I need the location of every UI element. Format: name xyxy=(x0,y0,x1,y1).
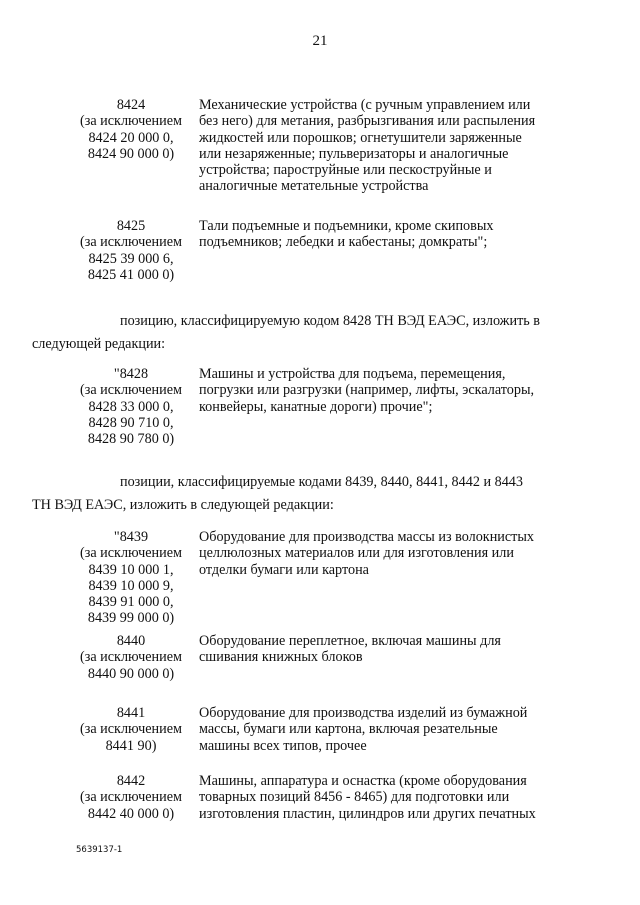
document-id-code: 5639137-1 xyxy=(76,845,123,855)
description-line: массы, бумаги или картона, включая резательные xyxy=(199,721,498,738)
description-line: устройства; пароструйные или пескоструйные и xyxy=(199,162,492,179)
description-line: целлюлозных материалов или для изготовления или xyxy=(199,545,514,562)
paragraph-line: ТН ВЭД ЕАЭС, изложить в следующей редакции: xyxy=(32,497,334,513)
code-line: 8441 xyxy=(116,705,146,721)
description-line: изготовления пластин, цилиндров или других печатных xyxy=(199,805,536,822)
code-cell-8441 xyxy=(64,705,198,754)
code-cell-8442 xyxy=(64,773,198,822)
code-line: 8440 xyxy=(116,633,146,649)
code-line: (за исключением xyxy=(80,789,182,806)
code-line: (за исключением xyxy=(80,113,182,130)
code-cell-8439 xyxy=(64,529,198,627)
description-line: без него) для метания, разбрызгивания или распыления xyxy=(199,113,536,130)
code-line: 8439 91 000 0, xyxy=(88,594,174,611)
code-cell-8428 xyxy=(64,366,198,447)
code-line: 8442 xyxy=(116,773,146,789)
description-line: машины всех типов, прочее xyxy=(199,737,367,754)
description-line: Оборудование для производства массы из волокнистых xyxy=(199,529,534,545)
description-line: погрузки или разгрузки (например, лифты, эскалаторы, xyxy=(199,382,535,399)
description-line: товарных позиций 8456 - 8465) для подготовки или xyxy=(199,789,510,806)
description-line: Оборудование переплетное, включая машины для xyxy=(199,633,501,649)
code-line: (за исключением xyxy=(80,721,182,738)
code-line: 8440 90 000 0) xyxy=(87,665,175,682)
code-line: 8439 10 000 1, xyxy=(88,561,174,578)
code-cell-8425 xyxy=(64,218,198,283)
code-line: 8424 90 000 0) xyxy=(87,145,175,162)
code-line: 8439 10 000 9, xyxy=(88,577,174,594)
description-cell-8440 xyxy=(199,633,571,666)
description-line: отделки бумаги или картона xyxy=(199,561,369,578)
description-cell-8424 xyxy=(199,97,571,195)
description-cell-8439 xyxy=(199,529,571,578)
code-line: 8424 xyxy=(116,97,146,113)
code-cell-8424 xyxy=(64,97,198,162)
code-line: 8442 40 000 0) xyxy=(87,805,175,822)
code-line: (за исключением xyxy=(80,545,182,562)
description-line: жидкостей или порошков; огнетушители заряженные xyxy=(199,129,522,146)
description-cell-8428 xyxy=(199,366,571,415)
description-cell-8425 xyxy=(199,218,571,251)
description-line: конвейеры, канатные дороги) прочие"; xyxy=(199,398,433,415)
paragraph-line: позицию, классифицируемую кодом 8428 ТН ВЭД ЕАЭС, изложить в xyxy=(120,313,540,329)
instruction-paragraph xyxy=(32,310,563,356)
code-line: 8424 20 000 0, xyxy=(88,129,174,146)
description-line: Машины и устройства для подъема, перемещения, xyxy=(199,366,506,382)
description-line: Машины, аппаратура и оснастка (кроме оборудования xyxy=(199,773,527,789)
code-line: 8425 39 000 6, xyxy=(88,250,174,267)
description-cell-8441 xyxy=(199,705,571,754)
code-line: 8425 xyxy=(116,218,146,234)
code-line: 8439 99 000 0) xyxy=(87,610,175,627)
code-line: "8428 xyxy=(113,366,149,382)
code-line: 8428 90 780 0) xyxy=(87,431,175,448)
code-line: 8428 33 000 0, xyxy=(88,398,174,415)
paragraph-line: позиции, классифицируемые кодами 8439, 8440, 8441, 8442 и 8443 xyxy=(120,474,523,490)
paragraph-line: следующей редакции: xyxy=(32,336,166,352)
code-line: (за исключением xyxy=(80,382,182,399)
instruction-paragraph xyxy=(32,471,563,517)
description-line: Тали подъемные и подъемники, кроме скиповых xyxy=(199,218,494,234)
code-cell-8440 xyxy=(64,633,198,682)
page-number: 21 xyxy=(312,33,328,49)
code-line: "8439 xyxy=(113,529,149,545)
code-line: 8441 90) xyxy=(105,737,157,754)
description-line: Механические устройства (с ручным управлением или xyxy=(199,97,531,113)
description-line: аналогичные метательные устройства xyxy=(199,178,429,195)
code-line: (за исключением xyxy=(80,234,182,251)
code-line: 8425 41 000 0) xyxy=(87,266,175,283)
description-line: подъемников; лебедки и кабестаны; домкраты"; xyxy=(199,234,488,251)
description-line: Оборудование для производства изделий из бумажной xyxy=(199,705,528,721)
code-line: 8428 90 710 0, xyxy=(88,414,174,431)
description-line: или незаряженные; пульверизаторы и аналогичные xyxy=(199,145,509,162)
code-line: (за исключением xyxy=(80,649,182,666)
description-cell-8442 xyxy=(199,773,571,822)
description-line: сшивания книжных блоков xyxy=(199,649,363,666)
